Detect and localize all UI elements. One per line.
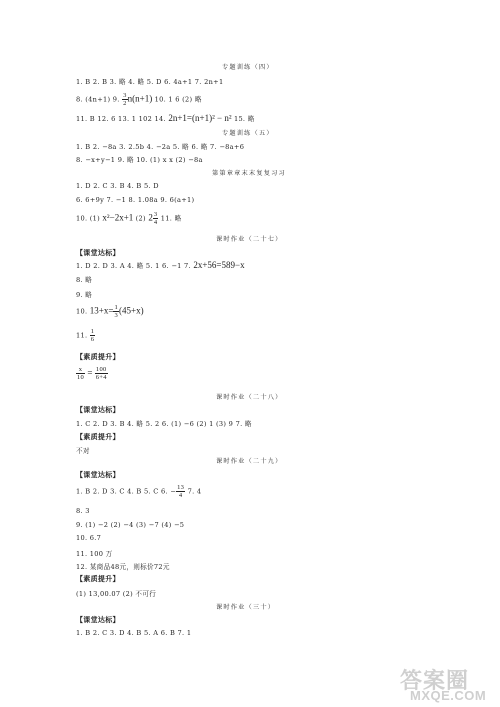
answer-line: 11. $\frac{1}{6}$: [76, 328, 95, 343]
answer-line: 1. B 2. C 3. D 4. B 5. A 6. B 7. 1: [76, 629, 192, 637]
fraction: $\frac{1}{6}$: [90, 328, 95, 343]
answer-line: 6. 6+9y 7. −1 8. 1.08a 9. 6(a+1): [76, 196, 195, 204]
answer-line: 1. D 2. D 3. A 4. 略 5. 1 6. −1 7. 2x+56=589−x: [76, 260, 245, 270]
subsection-label: 【素质提升】: [76, 433, 120, 441]
fraction: $\frac{3}{2}$: [123, 92, 127, 107]
answer-line: 9. 略: [76, 291, 93, 299]
answer-line: 10. 13+x= $\frac{1}{3}$ (45+x): [76, 304, 144, 319]
section-title: 课时作业（二十七）: [216, 236, 283, 243]
fraction: $\frac{13}{4}$: [177, 484, 185, 499]
answer-line: 1. B 2. B 3. 略 4. 略 5. D 6. 4a+1 7. 2n+1: [76, 78, 224, 86]
answer-line: 11. 100 万: [76, 550, 113, 558]
answer-line: 8. 3: [76, 507, 90, 515]
subsection-label: 【课堂达标】: [76, 406, 120, 414]
answer-line: 1. D 2. C 3. B 4. B 5. D: [76, 182, 159, 190]
answer-line: 12. 某商品48元，则标价72元: [76, 563, 170, 571]
answer-line: 不对: [76, 447, 90, 455]
answer-line: $\frac{x}{10}$ = $\frac{100}{6+4}$: [77, 366, 107, 381]
fraction: $\frac{3}{4}$: [153, 211, 158, 226]
subsection-label: 【课堂达标】: [76, 249, 120, 257]
fraction: $\frac{100}{6+4}$: [95, 366, 107, 381]
fraction: $\frac{1}{3}$: [114, 304, 119, 319]
answer-line: 10. (1) x²−2x+1 (2) 2 $\frac{3}{4}$ 11. 略: [76, 211, 182, 226]
subsection-label: 【课堂达标】: [76, 471, 120, 479]
section-title: 课时作业（三十）: [216, 604, 276, 611]
section-title: 第第章章末末复复习习: [212, 170, 286, 177]
answer-line: 8. (4n+1) 9. $\frac{3}{2}$ n(n+1) 10. 1 6 (2) 略: [76, 92, 202, 107]
subsection-label: 【素质提升】: [76, 575, 120, 583]
subsection-label: 【课堂达标】: [76, 616, 120, 624]
answer-line: 1. B 2. −8a 3. 2.5b 4. −2a 5. 略 6. 略 7. −8a+6: [76, 143, 245, 151]
section-title: 专题训练（五）: [222, 130, 274, 137]
answer-line: 11. B 12. 6 13. 1 102 14. 2n+1=(n+1)² − n² 15. 略: [76, 113, 255, 123]
watermark-logo: 答案圈 MXQE.COM: [400, 668, 487, 703]
section-title: 课时作业（二十八）: [216, 394, 283, 401]
answer-line: 8. 略: [76, 276, 93, 284]
section-title: 专题训练（四）: [222, 64, 274, 71]
answer-line: 1. C 2. D 3. B 4. 略 5. 2 6. (1) −6 (2) 1 (3) 9 7. 略: [76, 420, 252, 428]
answer-line: 8. −x+y−1 9. 略 10. (1) x x (2) −8a: [76, 156, 203, 164]
subsection-label: 【素质提升】: [76, 353, 120, 361]
section-title: 课时作业（二十九）: [216, 458, 283, 465]
answer-line: 10. 6.7: [76, 534, 102, 542]
fraction: $\frac{x}{10}$: [77, 366, 85, 381]
answer-line: (1) 13,00.07 (2) 不可行: [76, 590, 157, 598]
answer-line: 9. (1) −2 (2) −4 (3) −7 (4) −5: [76, 521, 185, 529]
answer-line: 1. B 2. D 3. C 4. B 5. C 6. − $\frac{13}{4}$ 7. 4: [76, 484, 202, 499]
